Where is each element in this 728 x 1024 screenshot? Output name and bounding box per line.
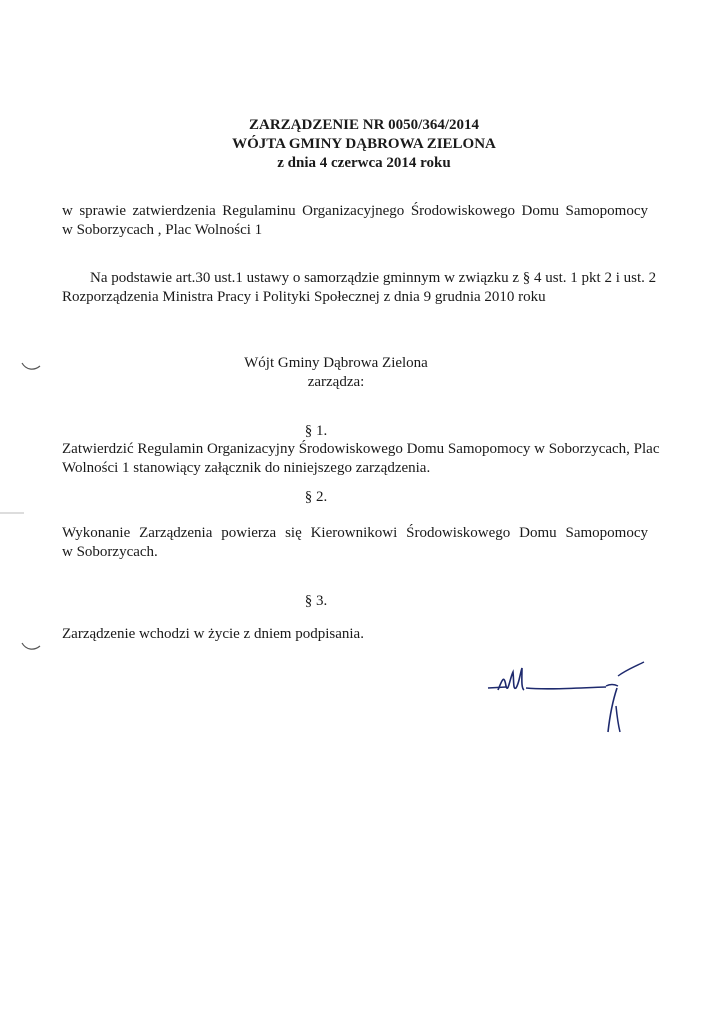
section-1-line-2: Wolności 1 stanowiący załącznik do niniejszego zarządzenia. bbox=[62, 460, 431, 476]
section-1-text bbox=[62, 440, 660, 478]
legal-basis-line-2: Rozporządzenia Ministra Pracy i Polityki Społecznej z dnia 9 grudnia 2010 roku bbox=[62, 289, 546, 305]
order-date: z dnia 4 czerwca 2014 roku bbox=[277, 155, 451, 171]
scan-artifact-line bbox=[0, 512, 24, 514]
section-2-text bbox=[62, 524, 648, 562]
order-number-title: ZARZĄDZENIE NR 0050/364/2014 bbox=[248, 117, 480, 133]
section-1-mark: § 1. bbox=[304, 423, 328, 439]
section-1-line-1: Zatwierdzić Regulamin Organizacyjny Środowiskowego Domu Samopomocy w Soborzycach, Plac bbox=[62, 441, 660, 457]
hole-punch-mark-upper bbox=[20, 360, 42, 374]
section-2-line-2: w Soborzycach. bbox=[62, 544, 158, 560]
subject-paragraph bbox=[62, 202, 648, 240]
section-3-text bbox=[62, 625, 648, 644]
section-2-line-1: Wykonanie Zarządzenia powierza się Kierownikowi Środowiskowego Domu Samopomocy bbox=[62, 525, 648, 541]
authority-decides: zarządza: bbox=[307, 374, 365, 390]
document-header bbox=[0, 116, 728, 173]
legal-basis-line-1: Na podstawie art.30 ust.1 ustawy o samorządzie gminnym w związku z § 4 ust. 1 pkt 2 i ust. 2 bbox=[90, 270, 657, 286]
authority-name: Wójt Gminy Dąbrowa Zielona bbox=[244, 355, 428, 371]
hole-punch-mark-lower bbox=[20, 640, 42, 654]
issuer-title: WÓJTA GMINY DĄBROWA ZIELONA bbox=[232, 136, 496, 152]
section-3-mark: § 3. bbox=[304, 593, 328, 609]
subject-line-2: w Soborzycach , Plac Wolności 1 bbox=[62, 222, 263, 238]
subject-line-1: w sprawie zatwierdzenia Regulaminu Organizacyjnego Środowiskowego Domu Samopomocy bbox=[62, 203, 648, 219]
legal-basis-paragraph bbox=[62, 269, 657, 307]
section-2-mark: § 2. bbox=[304, 489, 328, 505]
section-3-line-1: Zarządzenie wchodzi w życie z dniem podpisania. bbox=[62, 626, 364, 642]
handwritten-signature bbox=[486, 660, 656, 740]
authority-block bbox=[0, 354, 700, 392]
